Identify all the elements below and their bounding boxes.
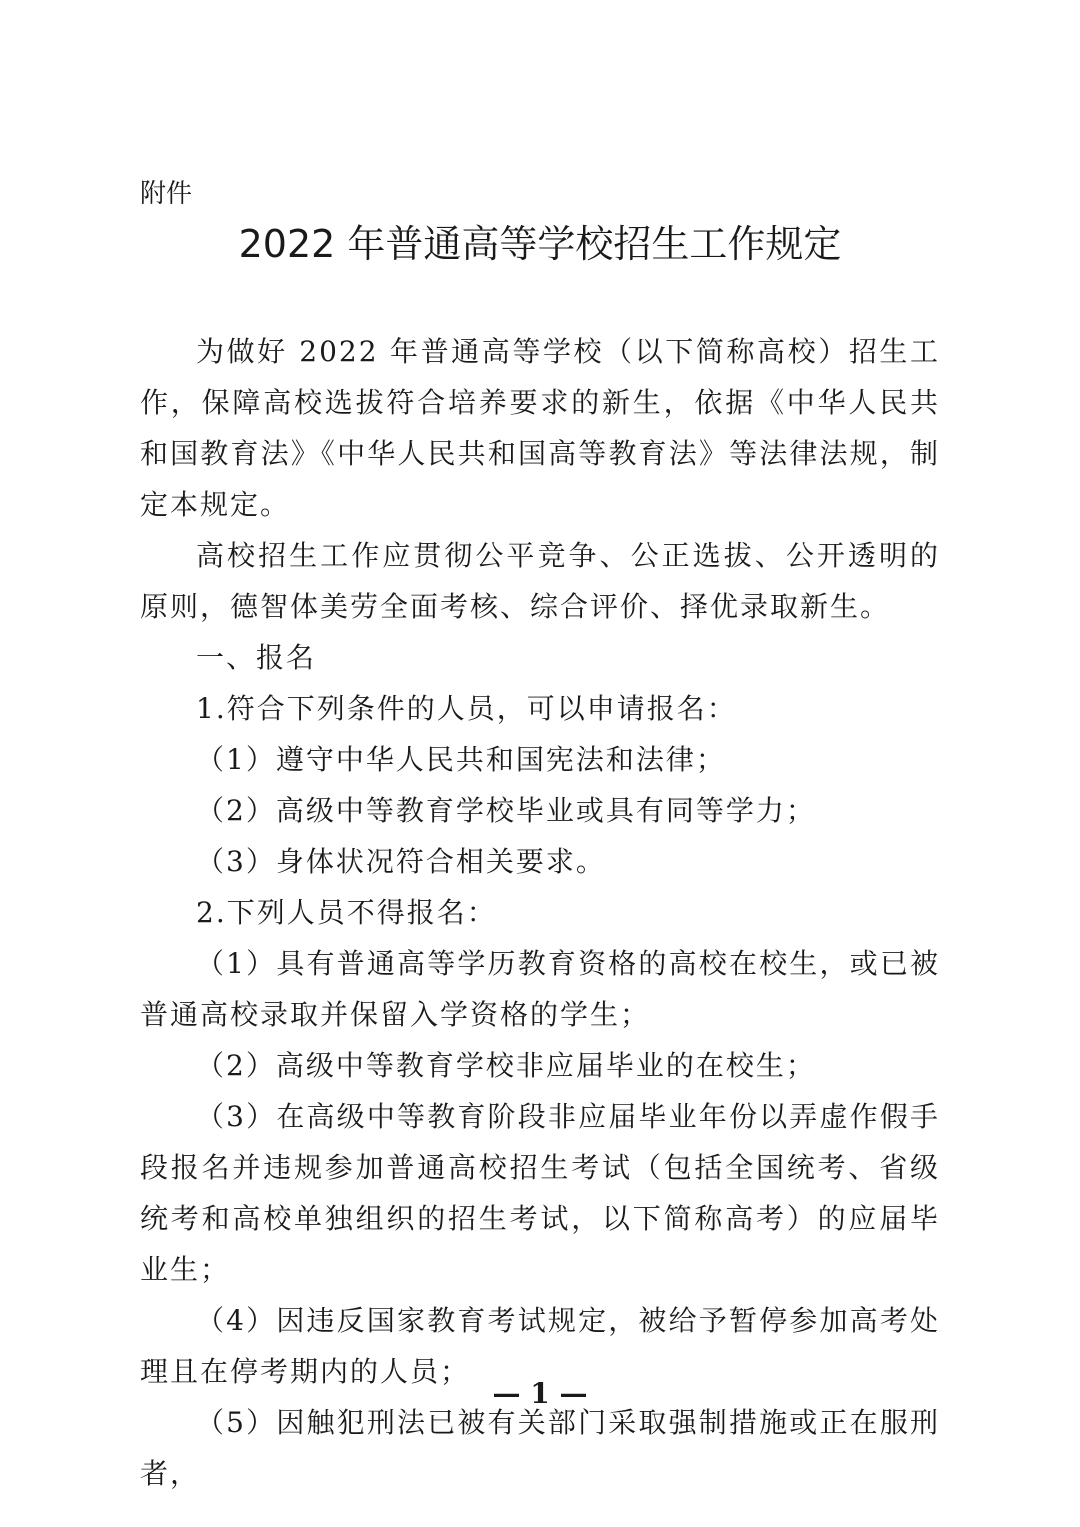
list-item: （2）高级中等教育学校非应届毕业的在校生； [196,1049,816,1082]
document-title: 2022 年普通高等学校招生工作规定 [238,222,842,266]
intro-paragraph: 为做好 2022 年普通高等学校（以下简称高校）招生工作，保障高校选拔符合培养要求的新生，依据《中华人民共和国教育法》《中华人民共和国高等教育法》等法律法规，制定本规定。 [140,335,940,521]
list-item: （2）高级中等教育学校毕业或具有同等学力； [196,794,816,827]
list-item: （1）具有普通高等学历教育资格的高校在校生，或已被普通高校录取并保留入学资格的学生； [140,947,940,1031]
principle-paragraph: 高校招生工作应贯彻公平竞争、公正选拔、公开透明的原则，德智体美劳全面考核、综合评价、择优录取新生。 [140,539,940,623]
list-item: （3）在高级中等教育阶段非应届毕业年份以弄虚作假手段报名并违规参加普通高校招生考试（包括全国统考、省级统考和高校单独组织的招生考试，以下简称高考）的应届毕业生； [140,1100,940,1286]
section-heading: 一、报名 [196,641,317,674]
list-item: （3）身体状况符合相关要求。 [196,845,606,878]
attachment-label: 附件 [140,179,193,209]
list-item: （4）因违反国家教育考试规定，被给予暂停参加高考处理且在停考期内的人员； [140,1304,940,1388]
list-item: 2.下列人员不得报名： [196,896,497,929]
list-item: 1.符合下列条件的人员，可以申请报名： [196,692,737,725]
list-item: （5）因触犯刑法已被有关部门采取强制措施或正在服刑者， [140,1406,940,1490]
list-item: （1）遵守中华人民共和国宪法和法律； [196,743,726,776]
document-body [140,326,940,1499]
page-number: — 1 — [492,1377,588,1410]
